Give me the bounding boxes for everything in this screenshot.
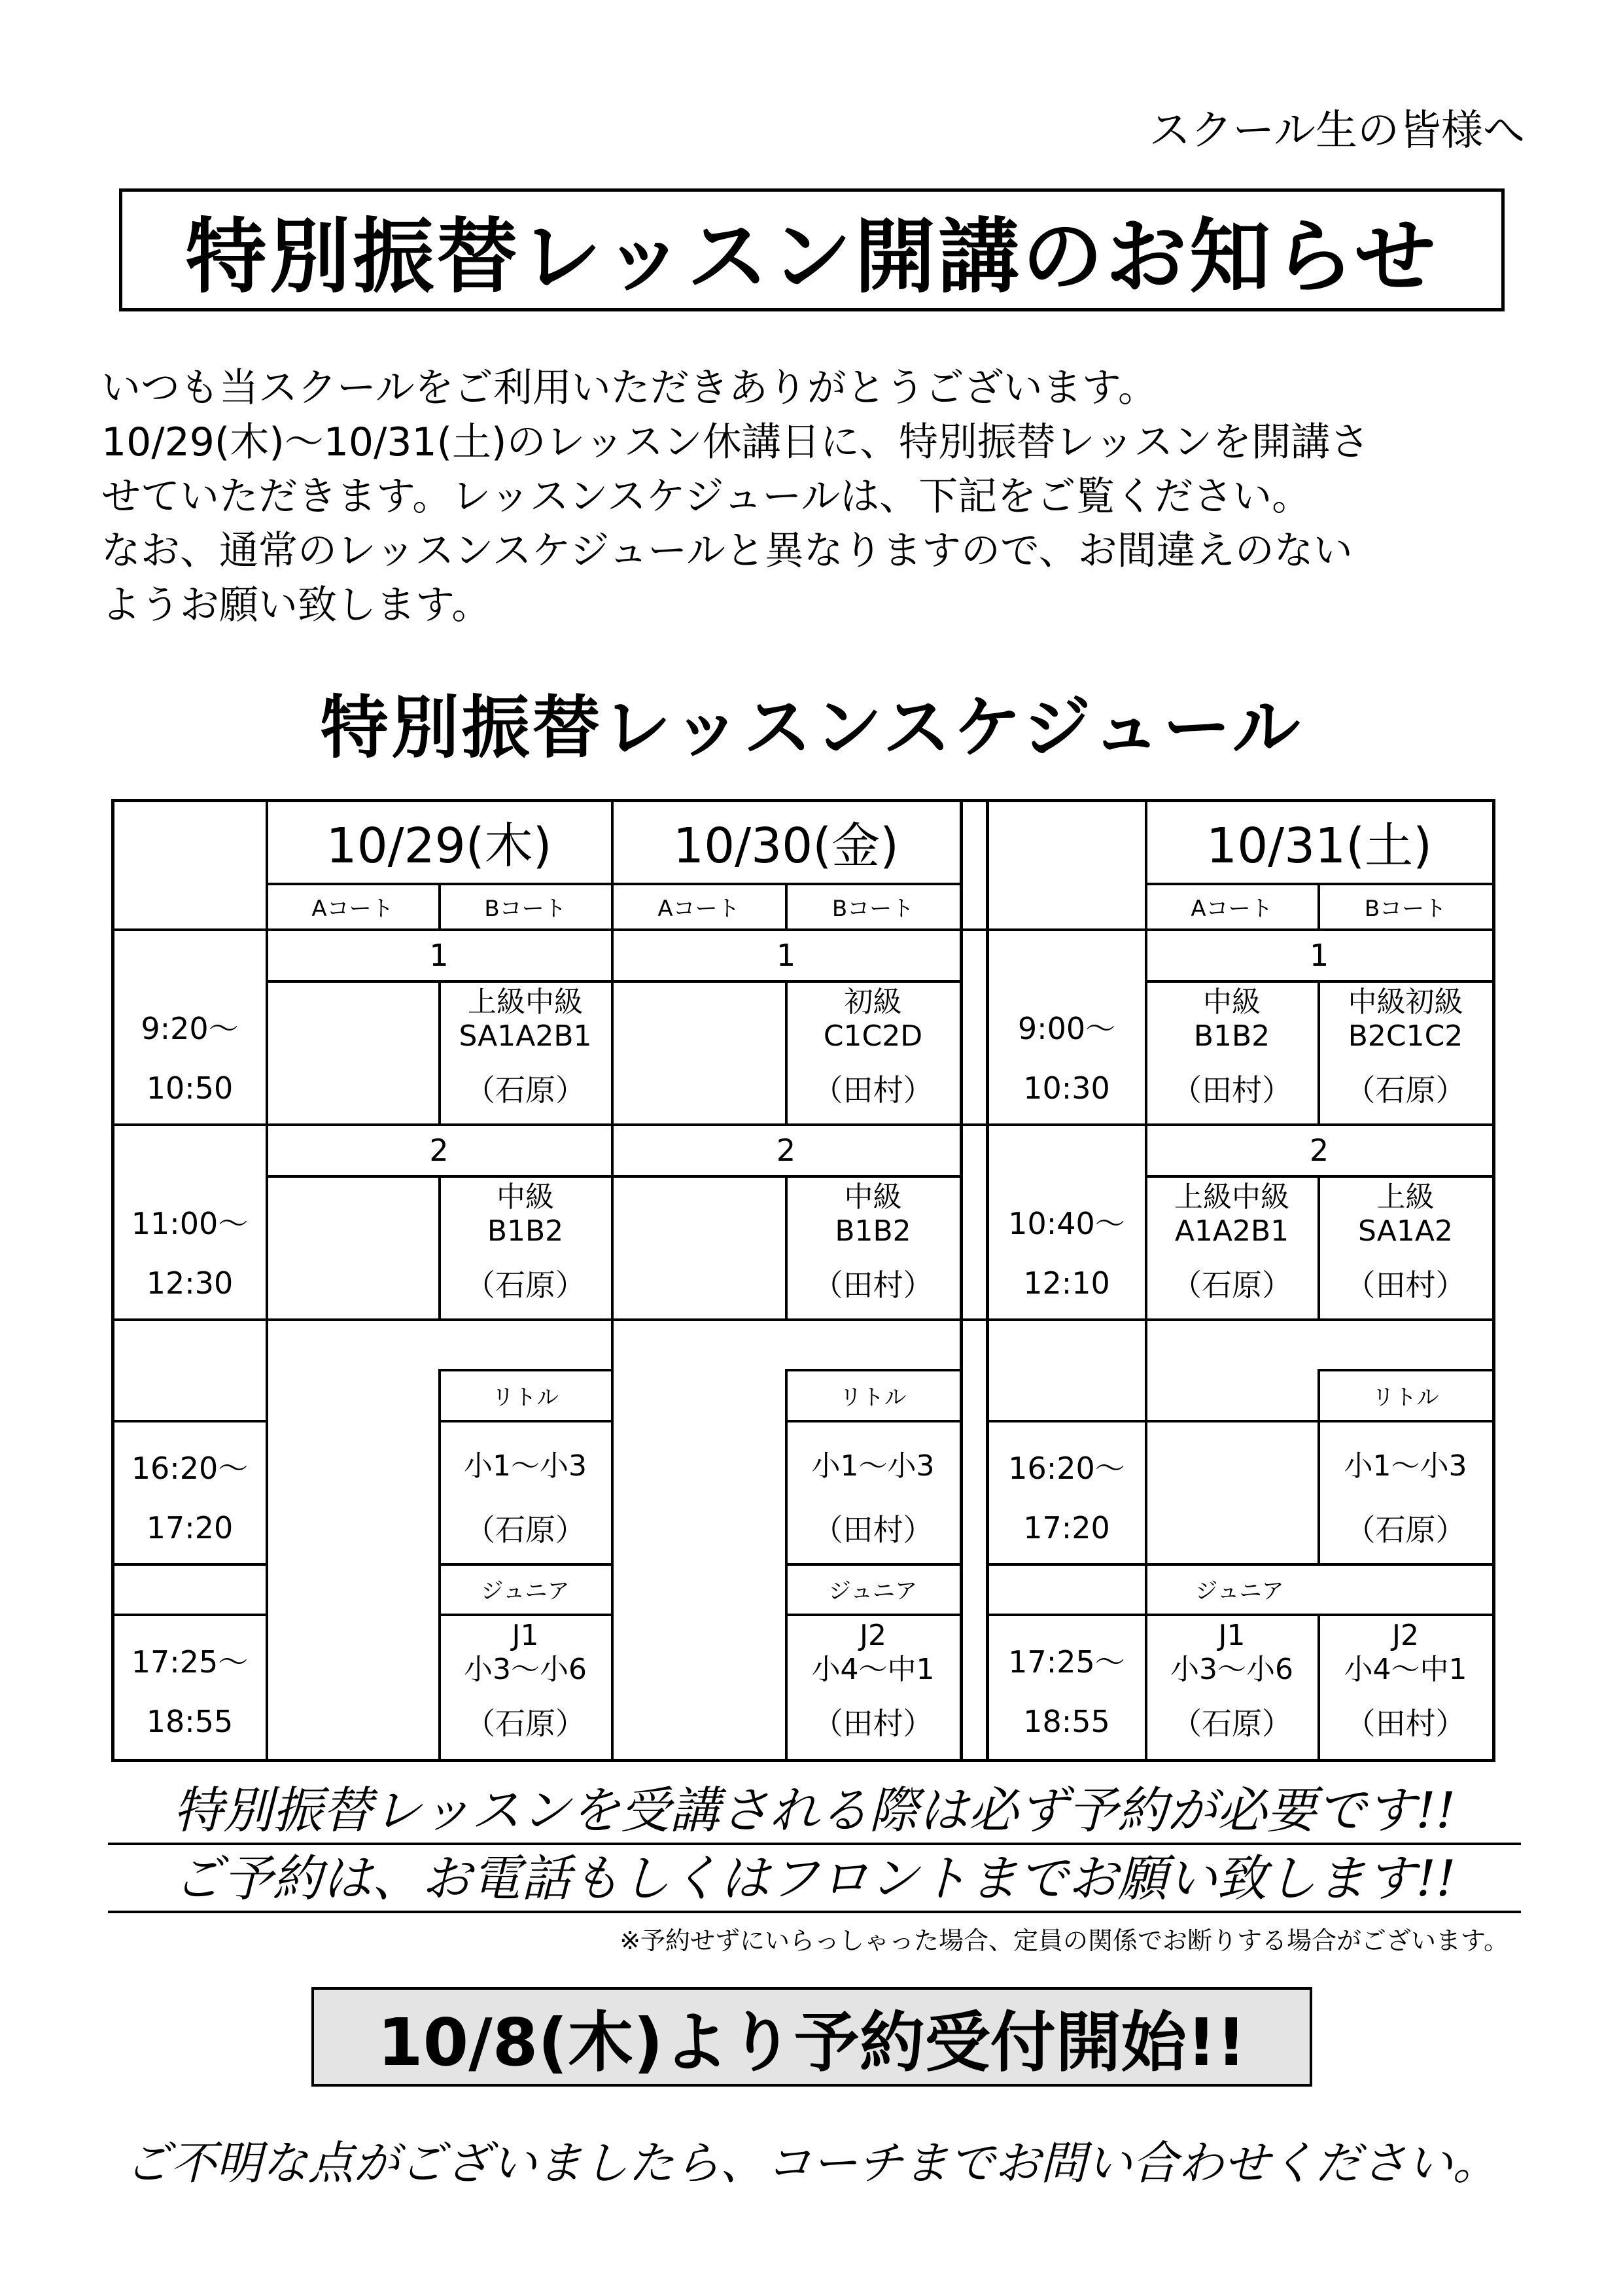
reservation-start-box [311, 1987, 1312, 2087]
row-divider [111, 1563, 266, 1566]
time-start: 11:00～ [131, 1206, 249, 1241]
lesson-level: J1 [512, 1619, 539, 1652]
lesson-level: 中級 [844, 1180, 902, 1214]
junior-tag: ジュニア [828, 1578, 918, 1604]
lesson-grade: 小4～中1 [1344, 1653, 1467, 1686]
row-divider [111, 1420, 266, 1422]
lesson-class: C1C2D [823, 1019, 923, 1053]
court-a-header: Aコート [657, 895, 740, 922]
lesson-coach: （田村） [812, 1706, 934, 1741]
date-header-1031: 10/31(土) [1206, 818, 1432, 874]
lesson-coach: （田村） [1172, 1072, 1292, 1108]
lesson-class: B1B2 [1193, 1019, 1270, 1053]
row-divider [785, 1614, 961, 1616]
lesson-coach: （石原） [465, 1267, 585, 1303]
time-end: 17:20 [1023, 1510, 1110, 1545]
lesson-grade: 小3～小6 [464, 1653, 587, 1686]
reservation-footnote: ※予約せずにいらっしゃった場合、定員の関係でお断りする場合がございます。 [620, 1926, 1509, 1955]
row-divider [111, 1614, 266, 1616]
notice-title-box [119, 188, 1505, 311]
time-end: 18:55 [1023, 1704, 1110, 1739]
lesson-class: SA1A2 [1358, 1214, 1453, 1248]
little-tag: リトル [492, 1384, 559, 1411]
time-start: 9:20～ [141, 1011, 239, 1046]
time-end: 18:55 [146, 1704, 234, 1739]
court-b-header: Bコート [484, 895, 567, 922]
lesson-class: A1A2B1 [1174, 1214, 1289, 1248]
row-divider [438, 1420, 611, 1422]
block-separator [960, 799, 963, 1762]
lesson-coach: （石原） [1345, 1072, 1466, 1108]
time-end: 10:30 [1023, 1070, 1110, 1106]
reservation-notice-line-2: ご予約は、お電話もしくはフロントまでお願い致します!! [108, 1846, 1521, 1913]
schedule-title: 特別振替レッスンスケジュール [320, 688, 1303, 768]
junior-tag: ジュニア [481, 1578, 570, 1604]
lesson-level: J1 [1218, 1619, 1246, 1652]
lesson-level: 中級 [1203, 985, 1261, 1019]
lesson-grade: 小3～小6 [1170, 1653, 1293, 1686]
time-start: 16:20～ [1008, 1451, 1125, 1486]
intro-line: せていただきます。レッスンスケジュールは、下記をご覧ください。 [101, 474, 1312, 520]
lesson-level: J2 [860, 1619, 886, 1652]
time-start: 10:40～ [1008, 1206, 1125, 1241]
lesson-level: 中級 [497, 1180, 554, 1214]
lesson-coach: （石原） [465, 1512, 585, 1547]
lesson-coach: （田村） [812, 1072, 934, 1108]
lesson-coach: （石原） [1172, 1706, 1292, 1741]
intro-line: 10/29(木)～10/31(土)のレッスン休講日に、特別振替レッスンを開講さ [101, 419, 1370, 465]
period-1-label: 1 [1309, 937, 1329, 973]
closing-message: ご不明な点がございましたら、コーチまでお問い合わせください。 [124, 2136, 1499, 2190]
lesson-coach: （田村） [1345, 1706, 1466, 1741]
lesson-class: SA1A2B1 [459, 1019, 592, 1053]
lesson-level: 上級中級 [468, 985, 583, 1019]
table-border [1492, 799, 1495, 1762]
period-1-label: 1 [776, 937, 796, 973]
row-divider [438, 1614, 611, 1616]
row-divider [785, 1420, 961, 1422]
reservation-notice-line-1: 特別振替レッスンを受講される際は必ず予約が必要です!! [108, 1778, 1521, 1845]
lesson-class: B2C1C2 [1348, 1019, 1463, 1053]
addressee: スクール生の皆様へ [1149, 107, 1525, 155]
time-start: 16:20～ [131, 1451, 249, 1486]
notice-title: 特別振替レッスン開講のお知らせ [185, 210, 1439, 304]
lesson-level: 上級中級 [1174, 1180, 1289, 1214]
period-1-label: 1 [429, 937, 449, 973]
period-2-label: 2 [1309, 1132, 1329, 1168]
court-b-header: Bコート [831, 895, 915, 922]
court-b-header: Bコート [1364, 895, 1447, 922]
lesson-grade: 小1～小3 [1344, 1449, 1467, 1483]
intro-line: ようお願い致します。 [101, 582, 491, 628]
date-header-1029: 10/29(木) [326, 818, 552, 874]
lesson-grade: 小1～小3 [464, 1449, 587, 1483]
lesson-coach: （田村） [812, 1267, 934, 1303]
time-end: 12:30 [146, 1265, 234, 1301]
row-divider [987, 1614, 1493, 1616]
table-border [111, 1759, 1495, 1762]
lesson-grade: 小4～中1 [811, 1653, 935, 1686]
row-divider [111, 1318, 1493, 1321]
intro-line: なお、通常のレッスンスケジュールと異なりますので、お間違えのない [101, 528, 1353, 574]
row-divider [987, 1420, 1493, 1422]
time-start: 17:25～ [131, 1644, 249, 1680]
lesson-coach: （石原） [465, 1706, 585, 1741]
intro-paragraph [101, 361, 1527, 633]
time-end: 17:20 [146, 1510, 234, 1545]
date-header-1030: 10/30(金) [673, 818, 899, 874]
period-2-label: 2 [776, 1132, 796, 1168]
lesson-level: 初級 [844, 985, 902, 1019]
lesson-coach: （石原） [1172, 1267, 1292, 1303]
lesson-coach: （田村） [812, 1512, 934, 1547]
time-start: 17:25～ [1008, 1644, 1125, 1680]
court-a-header: Aコート [311, 895, 394, 922]
little-tag: リトル [1372, 1384, 1439, 1411]
time-start: 9:00～ [1017, 1011, 1116, 1046]
lesson-grade: 小1～小3 [811, 1449, 935, 1483]
junior-tag: ジュニア [1195, 1578, 1284, 1604]
time-end: 10:50 [146, 1070, 234, 1106]
period-2-label: 2 [429, 1132, 449, 1168]
lesson-class: B1B2 [835, 1214, 911, 1248]
intro-line: いつも当スクールをご利用いただきありがとうございます。 [101, 365, 1157, 411]
lesson-level: J2 [1392, 1619, 1419, 1652]
little-tag: リトル [839, 1384, 907, 1411]
lesson-class: B1B2 [487, 1214, 564, 1248]
court-a-header: Aコート [1191, 895, 1273, 922]
lesson-coach: （石原） [1345, 1512, 1466, 1547]
lesson-level: 上級 [1376, 1180, 1435, 1214]
lesson-level: 中級初級 [1348, 985, 1463, 1019]
lesson-coach: （石原） [465, 1072, 585, 1108]
lesson-coach: （田村） [1345, 1267, 1466, 1303]
time-end: 12:10 [1023, 1265, 1110, 1301]
schedule-table [111, 799, 1495, 1762]
reservation-start-text: 10/8(木)より予約受付開始!! [377, 2004, 1246, 2081]
